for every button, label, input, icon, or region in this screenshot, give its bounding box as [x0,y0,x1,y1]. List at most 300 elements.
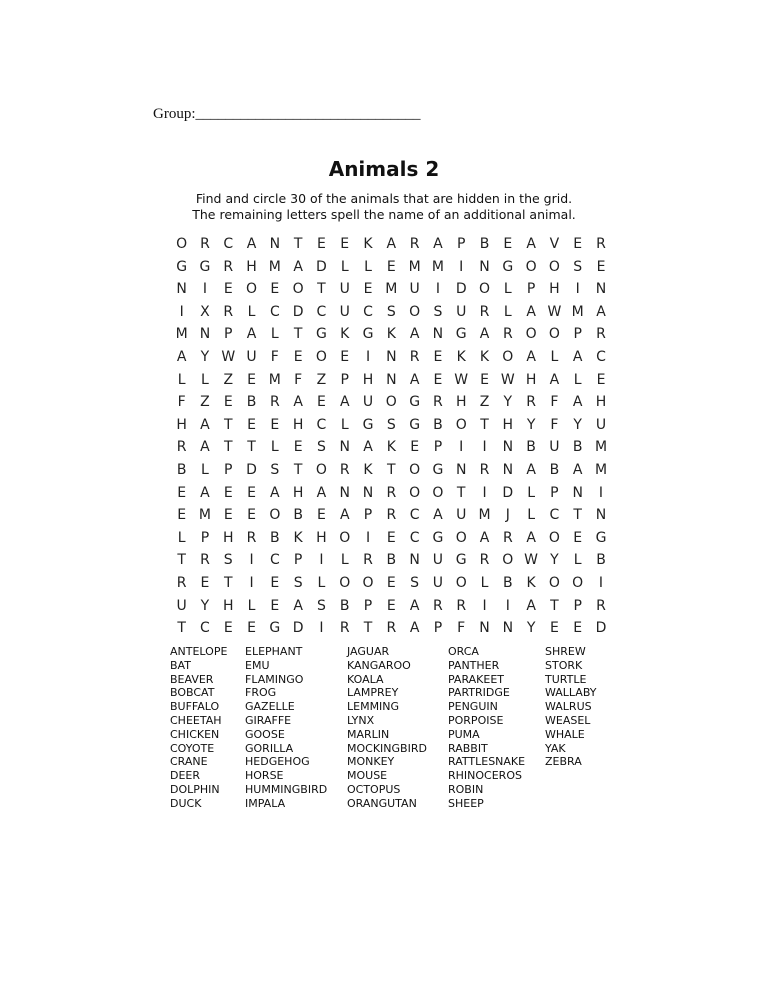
grid-letter[interactable]: P [526,281,536,298]
grid-letter[interactable]: R [409,236,420,252]
grid-letter[interactable]: H [549,281,560,298]
grid-letter[interactable]: E [247,507,256,524]
grid-letter[interactable]: I [505,597,510,614]
grid-letter[interactable]: K [293,529,303,546]
grid-letter[interactable]: G [269,620,281,637]
grid-letter[interactable]: M [431,258,444,275]
grid-letter[interactable]: A [363,439,373,456]
grid-letter[interactable]: P [363,597,373,614]
grid-letter[interactable]: K [363,461,373,478]
grid-letter[interactable]: T [480,416,489,433]
grid-letter[interactable]: D [292,303,304,320]
grid-letter[interactable]: T [223,574,233,591]
grid-letter[interactable]: A [200,484,210,501]
grid-letter[interactable]: N [199,326,211,343]
grid-letter[interactable]: N [572,484,583,501]
grid-letter[interactable]: A [409,326,420,343]
grid-letter[interactable]: A [433,507,443,524]
grid-letter[interactable]: O [548,326,560,343]
grid-letter[interactable]: B [596,552,606,569]
grid-letter[interactable]: M [594,439,608,456]
grid-letter[interactable]: B [386,552,397,569]
grid-letter[interactable]: G [176,258,188,275]
grid-letter[interactable]: A [293,258,303,275]
grid-letter[interactable]: C [363,303,373,320]
grid-letter[interactable]: E [200,574,210,591]
grid-letter[interactable]: I [435,281,440,298]
grid-letter[interactable]: X [200,303,210,320]
grid-letter[interactable]: O [548,574,560,591]
grid-letter[interactable]: E [480,371,489,388]
grid-letter[interactable]: R [502,529,513,546]
grid-letter[interactable]: A [409,597,420,614]
grid-letter[interactable]: W [524,552,539,569]
grid-letter[interactable]: Z [223,371,234,388]
grid-letter[interactable]: R [596,597,606,614]
grid-letter[interactable]: E [270,597,280,614]
grid-letter[interactable]: G [199,258,211,275]
grid-letter[interactable]: N [176,281,187,298]
grid-letter[interactable]: E [573,529,583,546]
grid-letter[interactable]: L [201,371,209,388]
grid-letter[interactable]: U [176,597,187,614]
grid-letter[interactable]: Z [200,394,210,411]
grid-letter[interactable]: S [386,303,396,320]
grid-letter[interactable]: I [598,484,604,501]
grid-letter[interactable]: E [340,236,350,252]
grid-letter[interactable]: O [246,281,258,298]
grid-letter[interactable]: I [249,574,254,591]
grid-letter[interactable]: E [410,439,420,456]
grid-letter[interactable]: E [596,258,606,275]
grid-letter[interactable]: O [525,326,537,343]
grid-letter[interactable]: H [316,529,327,546]
grid-letter[interactable]: O [409,461,421,478]
grid-letter[interactable]: E [573,620,583,637]
grid-letter[interactable]: E [223,620,233,637]
grid-letter[interactable]: I [459,258,464,275]
grid-letter[interactable]: N [502,439,514,456]
grid-letter[interactable]: G [455,326,467,343]
grid-letter[interactable]: A [526,529,536,546]
grid-letter[interactable]: A [596,303,606,320]
grid-letter[interactable]: T [387,461,396,478]
grid-letter[interactable]: S [316,439,326,456]
grid-letter[interactable]: R [223,303,234,320]
grid-letter[interactable]: U [339,303,350,320]
grid-letter[interactable]: L [201,461,209,478]
grid-letter[interactable]: H [595,394,607,411]
grid-letter[interactable]: Y [503,394,513,411]
grid-letter[interactable]: F [294,371,303,388]
grid-letter[interactable]: O [478,281,491,298]
grid-letter[interactable]: R [386,507,397,524]
grid-letter[interactable]: O [502,552,514,569]
grid-letter[interactable]: L [573,552,582,569]
grid-letter[interactable]: O [548,529,560,546]
grid-letter[interactable]: L [270,439,279,456]
grid-letter[interactable]: L [480,574,489,591]
grid-letter[interactable]: C [269,552,280,569]
grid-letter[interactable]: R [433,394,443,411]
grid-letter[interactable]: A [246,326,257,343]
grid-letter[interactable]: P [433,439,443,456]
grid-letter[interactable]: G [362,416,374,433]
grid-letter[interactable]: E [573,236,583,252]
grid-letter[interactable]: O [455,574,467,591]
grid-letter[interactable]: I [459,439,464,456]
grid-letter[interactable]: S [573,258,583,275]
grid-letter[interactable]: L [364,258,372,275]
grid-letter[interactable]: O [455,416,467,433]
grid-letter[interactable]: R [479,461,490,478]
grid-letter[interactable]: Z [479,394,490,411]
grid-letter[interactable]: A [526,348,536,365]
grid-letter[interactable]: E [317,394,326,411]
grid-letter[interactable]: A [526,597,536,614]
grid-letter[interactable]: R [479,303,490,320]
grid-letter[interactable]: D [455,281,467,298]
grid-letter[interactable]: A [433,236,443,252]
grid-letter[interactable]: T [247,439,256,456]
grid-letter[interactable]: Y [573,416,582,433]
grid-letter[interactable]: N [339,484,350,501]
grid-letter[interactable]: L [503,281,512,298]
grid-letter[interactable]: D [595,620,607,637]
grid-letter[interactable]: P [224,461,233,478]
grid-letter[interactable]: E [177,484,187,501]
grid-letter[interactable]: P [224,326,233,343]
grid-letter[interactable]: A [526,461,536,478]
grid-letter[interactable]: D [246,461,257,478]
grid-letter[interactable]: O [269,507,281,524]
grid-letter[interactable]: O [432,484,444,501]
grid-letter[interactable]: L [270,326,279,343]
grid-letter[interactable]: E [223,281,233,298]
grid-letter[interactable]: I [249,552,254,569]
grid-letter[interactable]: R [433,597,443,614]
grid-letter[interactable]: T [573,507,582,524]
grid-letter[interactable]: B [293,507,303,524]
grid-letter[interactable]: R [386,620,397,637]
grid-letter[interactable]: H [362,371,374,388]
grid-letter[interactable]: Z [316,371,327,388]
grid-letter[interactable]: R [596,326,606,343]
grid-letter[interactable]: U [432,552,444,569]
grid-letter[interactable]: N [455,461,467,478]
grid-letter[interactable]: D [316,258,327,275]
grid-letter[interactable]: L [340,552,349,569]
grid-letter[interactable]: M [571,303,584,320]
grid-letter[interactable]: G [432,529,444,546]
grid-letter[interactable]: L [177,371,186,388]
grid-letter[interactable]: E [433,371,443,388]
grid-letter[interactable]: F [177,394,186,411]
grid-letter[interactable]: S [410,574,420,591]
grid-letter[interactable]: U [362,394,374,411]
grid-letter[interactable]: I [482,439,487,456]
grid-letter[interactable]: E [247,416,256,433]
grid-letter[interactable]: E [177,507,187,524]
grid-letter[interactable]: W [221,348,236,365]
grid-letter[interactable]: J [505,507,510,524]
grid-letter[interactable]: T [177,620,186,637]
grid-letter[interactable]: R [176,574,187,591]
grid-letter[interactable]: R [456,597,467,614]
grid-letter[interactable]: K [386,326,396,343]
grid-letter[interactable]: N [479,258,490,275]
grid-letter[interactable]: D [502,484,514,501]
grid-letter[interactable]: E [386,597,396,614]
grid-letter[interactable]: I [482,484,487,501]
grid-letter[interactable]: K [363,236,373,252]
grid-letter[interactable]: M [198,507,211,524]
grid-letter[interactable]: S [223,552,233,569]
grid-letter[interactable]: E [247,484,256,501]
grid-letter[interactable]: U [409,281,420,298]
grid-letter[interactable]: M [268,258,281,275]
grid-letter[interactable]: L [247,303,256,320]
grid-letter[interactable]: W [454,371,469,388]
grid-letter[interactable]: F [550,394,559,411]
grid-letter[interactable]: N [432,326,444,343]
grid-letter[interactable]: Y [200,597,210,614]
grid-letter[interactable]: S [433,303,443,320]
grid-letter[interactable]: R [386,484,397,501]
grid-letter[interactable]: A [293,394,303,411]
grid-letter[interactable]: L [573,371,582,388]
grid-letter[interactable]: B [176,461,187,478]
grid-letter[interactable]: N [339,439,350,456]
grid-letter[interactable]: Y [200,348,210,365]
grid-letter[interactable]: M [385,281,398,298]
grid-letter[interactable]: S [316,597,326,614]
grid-letter[interactable]: A [572,461,583,478]
grid-letter[interactable]: N [409,552,420,569]
grid-letter[interactable]: O [548,258,560,275]
grid-letter[interactable]: A [549,371,560,388]
grid-letter[interactable]: I [202,281,208,298]
grid-letter[interactable]: E [596,371,606,388]
grid-letter[interactable]: E [247,371,256,388]
grid-letter[interactable]: O [502,348,514,365]
grid-letter[interactable]: B [270,529,280,546]
grid-letter[interactable]: O [176,236,188,252]
grid-letter[interactable]: A [270,484,280,501]
grid-letter[interactable]: P [456,236,466,252]
grid-letter[interactable]: F [550,416,559,433]
grid-letter[interactable]: F [270,348,279,365]
grid-letter[interactable]: O [292,281,304,298]
grid-letter[interactable]: U [549,439,560,456]
grid-letter[interactable]: U [432,574,444,591]
grid-letter[interactable]: E [270,416,280,433]
grid-letter[interactable]: V [549,236,560,252]
grid-letter[interactable]: N [595,281,607,298]
grid-letter[interactable]: E [363,281,373,298]
grid-letter[interactable]: O [385,394,397,411]
grid-letter[interactable]: N [502,620,514,637]
grid-letter[interactable]: B [549,461,560,478]
grid-letter[interactable]: Y [550,552,559,569]
grid-letter[interactable]: P [550,484,559,501]
grid-letter[interactable]: H [292,484,304,501]
grid-letter[interactable]: B [246,394,257,411]
grid-letter[interactable]: R [363,552,373,569]
grid-letter[interactable]: H [455,394,467,411]
grid-letter[interactable]: C [200,620,210,637]
grid-letter[interactable]: T [223,416,233,433]
grid-letter[interactable]: I [319,552,324,569]
grid-letter[interactable]: I [575,281,580,298]
grid-letter[interactable]: G [409,416,421,433]
grid-letter[interactable]: B [479,236,490,252]
grid-letter[interactable]: E [386,258,396,275]
grid-letter[interactable]: R [479,552,490,569]
grid-letter[interactable]: U [246,348,257,365]
grid-letter[interactable]: E [223,484,233,501]
grid-letter[interactable]: R [246,529,257,546]
grid-letter[interactable]: E [549,620,559,637]
grid-letter[interactable]: A [479,529,490,546]
grid-letter[interactable]: L [527,484,535,501]
grid-letter[interactable]: P [293,552,303,569]
grid-letter[interactable]: O [455,529,467,546]
grid-letter[interactable]: H [176,416,187,433]
grid-letter[interactable]: G [362,326,374,343]
grid-letter[interactable]: K [479,348,490,365]
grid-letter[interactable]: H [292,416,304,433]
grid-letter[interactable]: E [340,348,350,365]
grid-letter[interactable]: K [386,439,396,456]
grid-letter[interactable]: S [293,574,303,591]
grid-letter[interactable]: C [316,303,327,320]
grid-letter[interactable]: R [200,236,210,252]
grid-letter[interactable]: A [526,236,536,252]
grid-letter[interactable]: A [176,348,187,365]
grid-letter[interactable]: N [269,236,281,252]
grid-letter[interactable]: O [339,529,351,546]
grid-letter[interactable]: C [269,303,280,320]
grid-letter[interactable]: N [362,484,374,501]
grid-letter[interactable]: R [223,258,234,275]
grid-letter[interactable]: L [247,597,256,614]
grid-letter[interactable]: B [503,574,513,591]
grid-letter[interactable]: T [293,326,303,343]
grid-letter[interactable]: U [456,507,467,524]
grid-letter[interactable]: R [339,620,350,637]
grid-letter[interactable]: T [177,552,186,569]
grid-letter[interactable]: R [526,394,536,411]
grid-letter[interactable]: L [177,529,186,546]
grid-letter[interactable]: E [223,507,233,524]
grid-letter[interactable]: T [293,236,303,252]
grid-letter[interactable]: P [340,371,349,388]
grid-letter[interactable]: P [573,326,582,343]
grid-letter[interactable]: M [478,507,491,524]
grid-letter[interactable]: E [247,620,256,637]
grid-letter[interactable]: A [409,620,420,637]
grid-letter[interactable]: A [316,484,327,501]
grid-letter[interactable]: H [502,416,514,433]
grid-letter[interactable]: E [386,574,396,591]
grid-letter[interactable]: O [362,574,374,591]
grid-letter[interactable]: K [526,574,536,591]
grid-letter[interactable]: C [316,416,327,433]
grid-letter[interactable]: U [339,281,350,298]
grid-letter[interactable]: W [547,303,562,320]
grid-letter[interactable]: A [200,416,210,433]
grid-letter[interactable]: O [572,574,584,591]
grid-letter[interactable]: B [572,439,583,456]
grid-letter[interactable]: O [315,461,327,478]
grid-letter[interactable]: P [433,620,443,637]
grid-letter[interactable]: E [293,348,303,365]
grid-letter[interactable]: C [409,529,420,546]
grid-letter[interactable]: C [223,236,234,252]
grid-letter[interactable]: R [596,236,606,252]
grid-letter[interactable]: A [339,507,350,524]
grid-letter[interactable]: A [479,326,490,343]
grid-letter[interactable]: O [339,574,351,591]
grid-letter[interactable]: T [363,620,373,637]
grid-letter[interactable]: I [365,348,371,365]
grid-letter[interactable]: A [293,597,303,614]
grid-letter[interactable]: E [223,394,233,411]
grid-letter[interactable]: P [200,529,210,546]
grid-letter[interactable]: D [292,620,304,637]
grid-letter[interactable]: N [386,371,397,388]
grid-letter[interactable]: N [595,507,607,524]
grid-letter[interactable]: Y [526,620,536,637]
grid-letter[interactable]: G [409,394,421,411]
grid-letter[interactable]: L [340,258,349,275]
grid-letter[interactable]: S [270,461,280,478]
grid-letter[interactable]: P [573,597,582,614]
grid-letter[interactable]: G [316,326,327,343]
grid-letter[interactable]: A [409,371,420,388]
grid-letter[interactable]: E [386,529,396,546]
grid-letter[interactable]: H [222,529,234,546]
grid-letter[interactable]: R [339,461,350,478]
grid-letter[interactable]: U [595,416,607,433]
grid-letter[interactable]: P [363,507,373,524]
grid-letter[interactable]: T [293,461,303,478]
grid-letter[interactable]: E [317,507,326,524]
grid-letter[interactable]: U [456,303,467,320]
grid-letter[interactable]: R [176,439,187,456]
grid-letter[interactable]: K [456,348,466,365]
grid-letter[interactable]: B [526,439,536,456]
grid-letter[interactable]: I [319,620,324,637]
grid-letter[interactable]: A [526,303,536,320]
grid-letter[interactable]: A [572,348,583,365]
grid-letter[interactable]: C [596,348,606,365]
grid-letter[interactable]: A [386,236,397,252]
grid-letter[interactable]: I [365,529,371,546]
grid-letter[interactable]: M [594,461,608,478]
grid-letter[interactable]: L [503,303,512,320]
grid-letter[interactable]: L [550,348,559,365]
grid-letter[interactable]: E [503,236,513,252]
grid-letter[interactable]: M [268,371,281,388]
grid-letter[interactable]: L [527,507,535,524]
grid-letter[interactable]: H [246,258,257,275]
grid-letter[interactable]: I [598,574,604,591]
grid-letter[interactable]: E [270,281,280,298]
grid-letter[interactable]: Y [526,416,536,433]
grid-letter[interactable]: N [479,620,490,637]
